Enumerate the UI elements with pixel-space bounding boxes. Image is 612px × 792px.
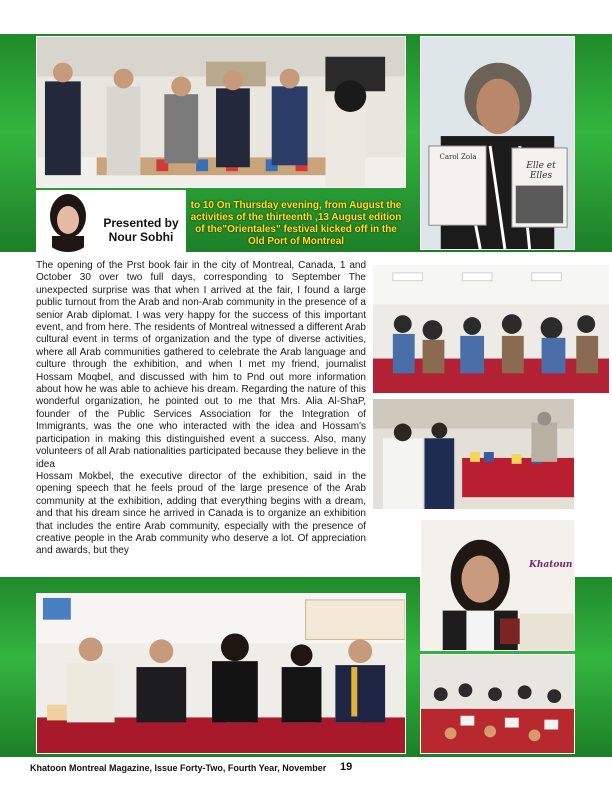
khatoun-logo: Khatoun xyxy=(529,560,573,570)
presenter-box xyxy=(36,190,186,256)
photo-author-with-books xyxy=(420,36,575,250)
photo-woman-portrait xyxy=(420,519,575,651)
photo-crowd-at-fair xyxy=(372,264,610,394)
photo-group-at-exhibition xyxy=(36,593,406,754)
article-paragraph: Hossam Mokbel, the executive director of the exhibition, said in the opening speech that he feels proud of the large presence of the Arab community at the exhibition, adding that everything begins with a dream, and that his dream since he arrived in Canada is to organize an exhibition that includes the entire Arab community, especially with the presence of creative people in the Arab community who deserve a lot. Of appreciation and awards, but they xyxy=(36,470,366,557)
article-subtitle: to 10 On Thursday evening, from August the activities of the thirteenth ,13 August edition of the"Orientales" festival kicked off in the Old Port of Montreal xyxy=(190,200,402,247)
presenter-avatar xyxy=(38,192,98,252)
photo-book-stand xyxy=(372,398,575,510)
photo-officials-at-book-table xyxy=(36,36,406,188)
magazine-footer: Khatoon Montreal Magazine, Issue Forty-Two, Fourth Year, November xyxy=(30,763,327,773)
page-number: 19 xyxy=(340,761,353,773)
photo-children-activity xyxy=(420,654,575,754)
book-cover-left-title: Carol Zola xyxy=(439,153,477,161)
article-body xyxy=(36,260,366,558)
book-cover-right-title: Elle et Elles xyxy=(526,161,556,181)
presenter-label: Presented by Nour Sobhi xyxy=(103,216,179,244)
article-paragraph: The opening of the Prst book fair in the city of Montreal, Canada, 1 and October 30 over two full days, corresponding to September The unexpected surprise was that when I arrived at the fair, I found a large public turnout from the Arab and non-Arab community in the presence of a senior Arab diplomat. I was very happy for the success of this important event, and from here. The residents of Montreal witnessed a different Arab cultural event in terms of organization and the type of diverse activities, where all Arab communities gathered to celebrate the Arab language and culture through the exhibition, and when I met my friend, journalist Hossam Moqbel, and discussed with him to Pnd out more information about how he was able to achieve his dream. Regarding the nature of this wonderful organization, he pointed out to me that Mrs. Alia Al-ShaP, founder of the Public Services Association for the Integration of Immigrants, was the one who interacted with the idea and Hossam's participation in making this distinguished event a success. Also, many volunteers of all Arab nationalities participated because they believe in the idea xyxy=(36,260,366,470)
